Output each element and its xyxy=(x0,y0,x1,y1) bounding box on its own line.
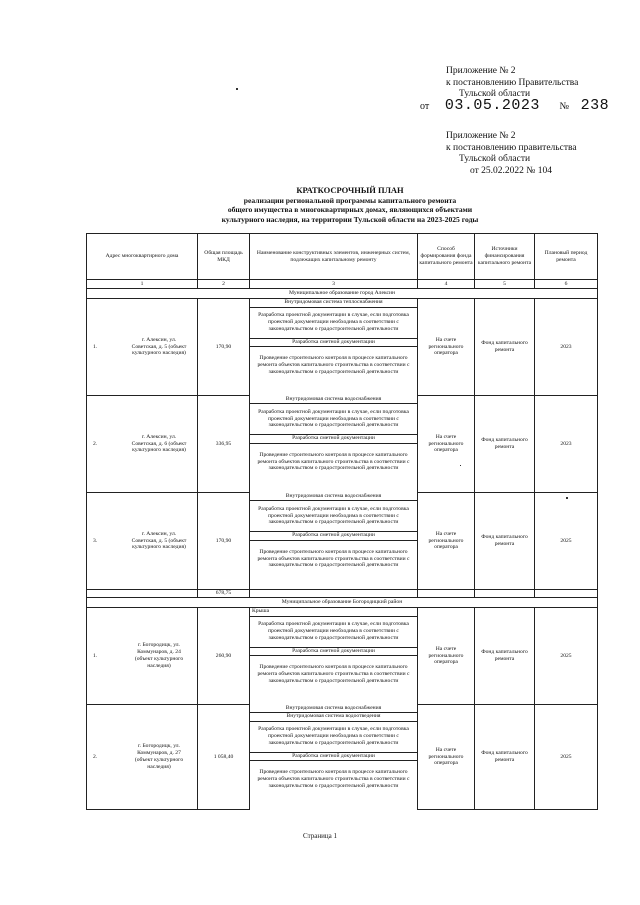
col-header-period: Плановый период ремонта xyxy=(535,234,598,280)
table-row xyxy=(87,608,598,705)
works-cell xyxy=(250,396,418,493)
table-row xyxy=(87,493,598,590)
appendix-label-2: Приложение № 2 xyxy=(446,131,516,141)
area-cell: 260,90 xyxy=(198,608,250,705)
period-cell: 2023 xyxy=(535,299,598,396)
region-name: Тульской области xyxy=(459,89,531,99)
column-number-row xyxy=(87,280,598,289)
table-row xyxy=(87,299,598,396)
work-item: Внутридомовая система водоотведения xyxy=(250,713,417,722)
resolution-date-2: от 25.02.2022 № 104 xyxy=(470,165,552,176)
address-cell xyxy=(87,493,198,590)
work-item: Разработка проектной документации в случае, если подготовка проектной документации необходима в соответствии с законодательством о градостроительной деятельности xyxy=(250,617,417,648)
document-title xyxy=(180,186,520,224)
fund-cell: На счете регионального оператора xyxy=(418,705,475,810)
page-footer: Страница 1 xyxy=(303,832,337,840)
resolution-stamp xyxy=(420,96,609,114)
number-sign: № xyxy=(559,101,570,112)
work-item: Внутридомовая система водоснабжения xyxy=(250,396,417,405)
total-row xyxy=(87,590,598,598)
col-header-source: Источники финансирования капитального ремонта xyxy=(475,234,535,280)
fund-cell: На счете регионального оператора xyxy=(418,493,475,590)
work-item: Разработка сметной документации xyxy=(250,435,417,444)
address: г. Алексин, ул. Советская, д. 5 (объект культурного наследия) xyxy=(131,530,187,551)
work-item: Разработка сметной документации xyxy=(250,532,417,541)
resolution-ref-2: к постановлению правительства xyxy=(446,142,577,153)
period-cell: 2025 xyxy=(535,705,598,810)
col-number: 5 xyxy=(475,280,535,289)
scan-speck xyxy=(460,465,461,466)
work-item: Внутридомовая система теплоснабжения xyxy=(250,299,417,308)
work-item: Разработка проектной документации в случае, если подготовка проектной документации необходима в соответствии с законодательством о градостроительной деятельности xyxy=(250,722,417,753)
title-line-2: реализации региональной программы капитального ремонта xyxy=(243,195,457,205)
resolution-number: 238 xyxy=(580,97,610,114)
work-item: Проведение строительного контроля в процессе капитального ремонта объектов капитального строительства в соответствии с законодательством о градостроительной деятельности xyxy=(257,451,410,472)
col-number: 4 xyxy=(418,280,475,289)
fund-cell: На счете регионального оператора xyxy=(418,396,475,493)
municipality-name: Муниципальное образование город Алексин xyxy=(87,289,598,299)
region-name-2: Тульской области xyxy=(459,154,531,164)
previous-appendix-header xyxy=(446,131,577,177)
col-number: 3 xyxy=(250,280,418,289)
col-header-fund: Способ формирования фонда капитального ремонта xyxy=(418,234,475,280)
plan-table xyxy=(86,233,598,810)
col-header-works: Наименование конструктивных элементов, инженерных систем, подлежащих капитальному ремонту xyxy=(250,234,418,280)
row-number: 2. xyxy=(93,440,98,447)
source-cell: Фонд капитального ремонта xyxy=(475,608,535,705)
period-cell: 2025 xyxy=(535,608,598,705)
area-cell: 336,95 xyxy=(198,396,250,493)
work-item: Разработка проектной документации в случае, если подготовка проектной документации необходима в соответствии с законодательством о градостроительной деятельности xyxy=(250,404,417,435)
work-item: Крыша xyxy=(250,608,417,617)
col-header-address: Адрес многоквартирного дома xyxy=(87,234,198,280)
col-number: 1 xyxy=(87,280,198,289)
area-cell: 170,90 xyxy=(198,493,250,590)
work-item: Проведение строительного контроля в процессе капитального ремонта объектов капитального строительства в соответствии с законодательством о градостроительной деятельности xyxy=(257,355,410,375)
source-cell: Фонд капитального ремонта xyxy=(475,299,535,396)
work-item: Проведение строительного контроля в процессе капитального ремонта объектов капитального строительства в соответствии с законодательством о градостроительной деятельности xyxy=(257,664,410,684)
address-cell xyxy=(87,705,198,810)
work-item: Разработка сметной документации xyxy=(250,648,417,657)
work-item: Разработка проектной документации в случае, если подготовка проектной документации необходима в соответствии с законодательством о градостроительной деятельности xyxy=(250,308,417,339)
fund-cell: На счете регионального оператора xyxy=(418,299,475,396)
col-number: 2 xyxy=(198,280,250,289)
table-row xyxy=(87,396,598,493)
municipality-row xyxy=(87,598,598,608)
fund-cell: На счете регионального оператора xyxy=(418,608,475,705)
works-cell xyxy=(250,705,418,810)
table-row xyxy=(87,705,598,810)
source-cell: Фонд капитального ремонта xyxy=(475,493,535,590)
address-cell xyxy=(87,299,198,396)
row-number: 1. xyxy=(93,652,98,659)
address: г. Богородицк, ул. Коммунаров, д. 24 (объект культурного наследия) xyxy=(134,642,184,669)
address-cell xyxy=(87,608,198,705)
period-cell: 2023 xyxy=(535,396,598,493)
work-item: Разработка проектной документации в случае, если подготовка проектной документации необходима в соответствии с законодательством о градостроительной деятельности xyxy=(250,501,417,532)
col-number: 6 xyxy=(535,280,598,289)
total-area: 678,75 xyxy=(198,590,250,598)
address: г. Алексин, ул. Советская, д. 6 (объект культурного наследия) xyxy=(131,433,187,454)
work-item: Проведение строительного контроля в процессе капитального ремонта объектов капитального строительства в соответствии с законодательством о градостроительной деятельности xyxy=(257,769,410,789)
scan-speck xyxy=(566,497,568,499)
row-number: 3. xyxy=(93,537,98,544)
works-cell xyxy=(250,493,418,590)
work-item: Разработка сметной документации xyxy=(250,339,417,348)
table-header-row xyxy=(87,234,598,280)
area-cell: 170,90 xyxy=(198,299,250,396)
works-cell xyxy=(250,299,418,396)
work-item: Разработка сметной документации xyxy=(250,753,417,762)
work-item: Проведение строительного контроля в процессе капитального ремонта объектов капитального строительства в соответствии с законодательством о градостроительной деятельности xyxy=(257,548,410,569)
work-item: Внутридомовая система водоснабжения xyxy=(250,705,417,714)
row-number: 2. xyxy=(93,753,98,760)
appendix-label: Приложение № 2 xyxy=(446,66,516,76)
address: г. Богородицк, ул. Коммунаров, д. 27 (объект культурного наследия) xyxy=(134,743,184,770)
area-cell: 1 058,40 xyxy=(198,705,250,810)
title-main: КРАТКОСРОЧНЫЙ ПЛАН xyxy=(296,185,404,195)
row-number: 1. xyxy=(93,343,98,350)
resolution-ref: к постановлению Правительства xyxy=(446,77,579,88)
work-item: Внутридомовая система водоснабжения xyxy=(250,493,417,502)
municipality-row xyxy=(87,289,598,299)
municipality-name: Муниципальное образование Богородицкий район xyxy=(87,598,598,608)
title-line-3: общего имущества в многоквартирных домах, являющихся объектами xyxy=(227,205,473,214)
period-cell: 2025 xyxy=(535,493,598,590)
source-cell: Фонд капитального ремонта xyxy=(475,705,535,810)
title-line-4: культурного наследия, на территории Тульской области на 2023-2025 годы xyxy=(221,214,479,224)
address: г. Алексин, ул. Советская, д. 5 (объект культурного наследия) xyxy=(131,336,187,357)
col-header-area: Общая площадь МКД xyxy=(198,234,250,280)
resolution-date: 03.05.2023 xyxy=(444,97,540,114)
works-cell xyxy=(250,608,418,705)
address-cell xyxy=(87,396,198,493)
source-cell: Фонд капитального ремонта xyxy=(475,396,535,493)
date-prefix: от xyxy=(420,101,430,112)
scan-speck xyxy=(236,88,238,90)
